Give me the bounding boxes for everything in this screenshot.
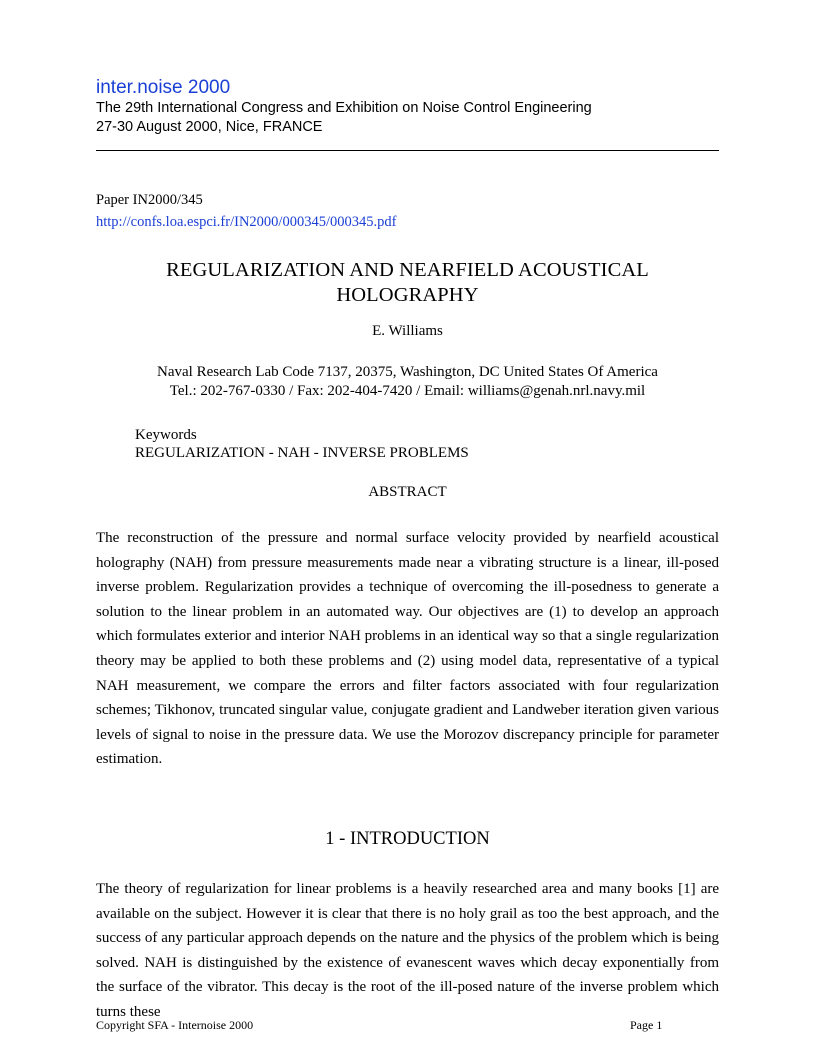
introduction-paragraph: The theory of regularization for linear problems is a heavily researched area and many books [1] are available on the subject. However it is clear that there is no holy grail as too the best approach, and the success of any particular approach depends on the nature and the physics of the problem which is being solved. NAH is distinguished by the existence of evanescent waves which decay exponentially from the surface of the vibrator. This decay is the root of the ill-posed nature of the inverse problem which turns these xyxy=(96,881,719,1020)
footer-page-number: Page 1 xyxy=(630,1018,663,1032)
paper-id: Paper IN2000/345 xyxy=(96,192,203,208)
dates-location: 27-30 August 2000, Nice, FRANCE xyxy=(96,119,323,135)
paper-title-line-2: HOLOGRAPHY xyxy=(336,284,479,306)
paper-url-link[interactable]: http://confs.loa.espci.fr/IN2000/000345/000345.pdf xyxy=(96,214,397,230)
footer-copyright: Copyright SFA - Internoise 2000 xyxy=(96,1018,254,1032)
keywords-label: Keywords xyxy=(135,427,197,443)
conference-name: inter.noise 2000 xyxy=(96,77,231,98)
congress-title: The 29th International Congress and Exhibition on Noise Control Engineering xyxy=(96,100,592,116)
abstract-heading: ABSTRACT xyxy=(368,484,447,500)
author-name: E. Williams xyxy=(372,323,443,339)
introduction-heading: 1 - INTRODUCTION xyxy=(325,829,490,849)
header-divider xyxy=(96,150,719,151)
author-contact: Tel.: 202-767-0330 / Fax: 202-404-7420 / Email: williams@genah.nrl.navy.mil xyxy=(169,383,646,399)
author-affiliation: Naval Research Lab Code 7137, 20375, Washington, DC United States Of America xyxy=(157,364,658,380)
paper-title-line-1: REGULARIZATION AND NEARFIELD ACOUSTICAL xyxy=(166,259,649,281)
keywords-text: REGULARIZATION - NAH - INVERSE PROBLEMS xyxy=(135,445,469,461)
abstract-paragraph: The reconstruction of the pressure and normal surface velocity provided by nearfield acoustical holography (NAH) from pressure measurements made near a vibrating structure is a linear, ill-posed inverse problem. Regularization provides a technique of overcoming the ill-posedness to generate a solution to the linear problem in an automated way. Our objectives are (1) to develop an approach which formulates exterior and interior NAH problems in an identical way so that a single regularization theory may be applied to both these problems and (2) using model data, representative of a typical NAH measurement, we compare the errors and filter factors associated with four regularization schemes; Tikhonov, truncated singular value, conjugate gradient and Landweber iteration given various levels of signal to noise in the pressure data. We use the Morozov discrepancy principle for parameter estimation. xyxy=(96,530,719,768)
